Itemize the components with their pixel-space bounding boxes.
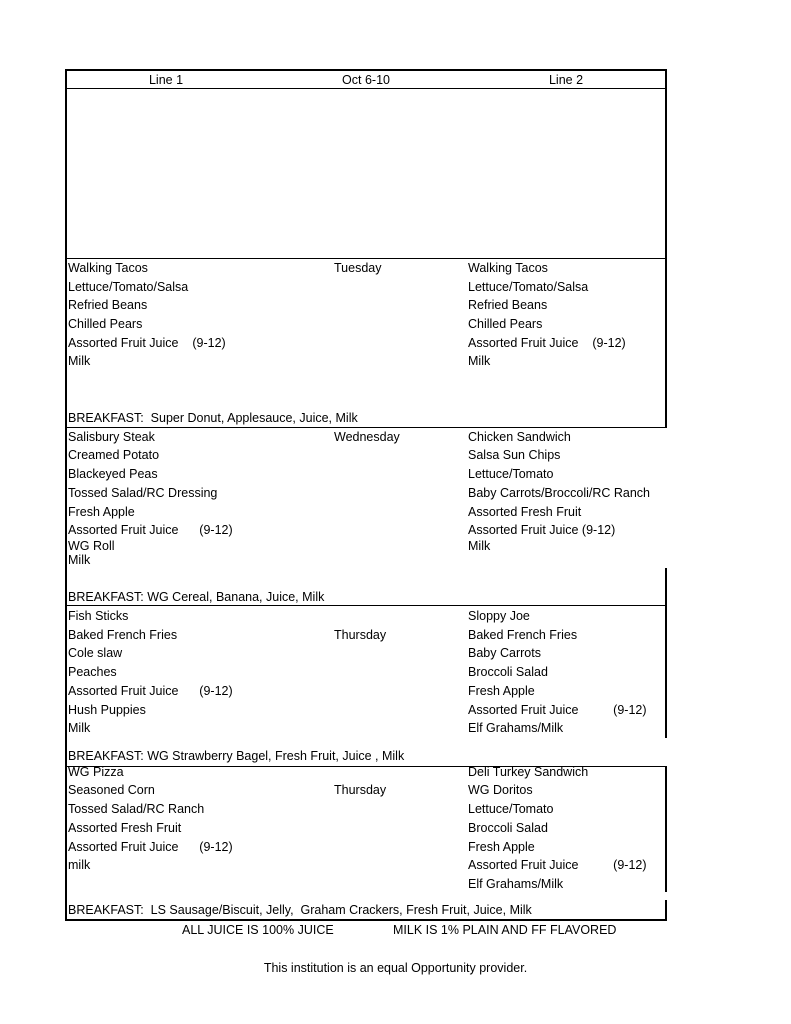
breakfast-line: BREAKFAST: WG Cereal, Banana, Juice, Milk — [68, 590, 325, 604]
menu-item: Refried Beans — [68, 298, 148, 312]
menu-item: Baby Carrots/Broccoli/RC Ranch — [468, 486, 651, 500]
menu-item: Elf Grahams/Milk — [468, 877, 564, 891]
table-right-border-bottom — [665, 900, 667, 921]
menu-item: Elf Grahams/Milk — [468, 721, 564, 735]
menu-item: Assorted Fruit Juice (9-12) — [68, 523, 233, 537]
table-top-border — [65, 69, 667, 71]
day-label: Wednesday — [334, 430, 400, 444]
milk-note: MILK IS 1% PLAIN AND FF FLAVORED — [393, 923, 617, 937]
day-label: Thursday — [334, 783, 387, 797]
menu-item: Assorted Fresh Fruit — [68, 821, 182, 835]
menu-item: Seasoned Corn — [68, 783, 155, 797]
menu-item: Sloppy Joe — [468, 609, 530, 623]
menu-item: WG Roll — [68, 539, 115, 553]
day1-bottom-border — [65, 427, 667, 428]
menu-item: Hush Puppies — [68, 703, 146, 717]
menu-item: Milk — [68, 354, 91, 368]
menu-item: Refried Beans — [468, 298, 548, 312]
menu-item: Milk — [468, 539, 491, 553]
juice-note: ALL JUICE IS 100% JUICE — [182, 923, 334, 937]
menu-item: Lettuce/Tomato — [468, 802, 554, 816]
header-line1: Line 1 — [148, 73, 184, 87]
table-bottom-border — [65, 919, 667, 921]
menu-item: Broccoli Salad — [468, 821, 548, 835]
header-bottom-border — [65, 88, 667, 89]
menu-item: Chicken Sandwich — [468, 430, 571, 444]
menu-item: Cole slaw — [68, 646, 123, 660]
equal-opportunity-statement: This institution is an equal Opportunity provider. — [263, 961, 528, 975]
menu-item: Tossed Salad/RC Dressing — [68, 486, 218, 500]
menu-item: Chilled Pears — [468, 317, 543, 331]
menu-item: Assorted Fruit Juice (9-12) — [68, 684, 233, 698]
table-right-border-top — [665, 69, 667, 259]
menu-item: Baby Carrots — [468, 646, 541, 660]
menu-item: Assorted Fruit Juice (9-12) — [68, 840, 233, 854]
menu-item: Lettuce/Tomato — [468, 467, 554, 481]
header-line2: Line 2 — [548, 73, 584, 87]
menu-item: Assorted Fruit Juice (9-12) — [468, 523, 616, 537]
table-left-border — [65, 69, 67, 921]
menu-item: milk — [68, 858, 91, 872]
breakfast-line: BREAKFAST: Super Donut, Applesauce, Juice, Milk — [68, 411, 358, 425]
menu-item: Milk — [468, 354, 491, 368]
breakfast-line: BREAKFAST: LS Sausage/Biscuit, Jelly, Graham Crackers, Fresh Fruit, Juice, Milk — [68, 903, 532, 917]
menu-item: Deli Turkey Sandwich — [468, 765, 589, 779]
menu-item: Lettuce/Tomato/Salsa — [68, 280, 189, 294]
menu-item: Walking Tacos — [468, 261, 548, 275]
menu-item: Assorted Fruit Juice (9-12) — [468, 858, 647, 872]
table-right-border-day1 — [665, 258, 667, 428]
menu-item: Assorted Fresh Fruit — [468, 505, 582, 519]
menu-item: Fresh Apple — [468, 684, 535, 698]
header-week: Oct 6-10 — [342, 73, 390, 87]
day2-bottom-border — [65, 605, 667, 606]
menu-item: Blackeyed Peas — [68, 467, 158, 481]
breakfast-line: BREAKFAST: WG Strawberry Bagel, Fresh Fruit, Juice , Milk — [68, 749, 405, 763]
menu-item: Salisbury Steak — [68, 430, 155, 444]
menu-item: Fresh Apple — [68, 505, 135, 519]
table-right-border-day2 — [665, 568, 667, 606]
menu-item: Broccoli Salad — [468, 665, 548, 679]
menu-item: Chilled Pears — [68, 317, 143, 331]
menu-item: Creamed Potato — [68, 448, 160, 462]
menu-item: Milk — [68, 553, 91, 567]
day-label: Thursday — [334, 628, 387, 642]
table-right-border-day3 — [665, 605, 667, 738]
menu-item: Walking Tacos — [68, 261, 148, 275]
menu-item: Tossed Salad/RC Ranch — [68, 802, 205, 816]
menu-item: Fresh Apple — [468, 840, 535, 854]
menu-item: Lettuce/Tomato/Salsa — [468, 280, 589, 294]
menu-item: Assorted Fruit Juice (9-12) — [468, 703, 647, 717]
menu-item: Milk — [68, 721, 91, 735]
menu-item: WG Doritos — [468, 783, 533, 797]
day-label: Tuesday — [334, 261, 382, 275]
menu-item: Assorted Fruit Juice (9-12) — [68, 336, 226, 350]
empty-area-bottom-border — [65, 258, 667, 259]
menu-item: Baked French Fries — [68, 628, 178, 642]
menu-item: Assorted Fruit Juice (9-12) — [468, 336, 626, 350]
menu-item: Baked French Fries — [468, 628, 578, 642]
menu-item: WG Pizza — [68, 765, 124, 779]
table-right-border-day4 — [665, 766, 667, 892]
menu-item: Fish Sticks — [68, 609, 129, 623]
menu-item: Peaches — [68, 665, 117, 679]
menu-item: Salsa Sun Chips — [468, 448, 561, 462]
